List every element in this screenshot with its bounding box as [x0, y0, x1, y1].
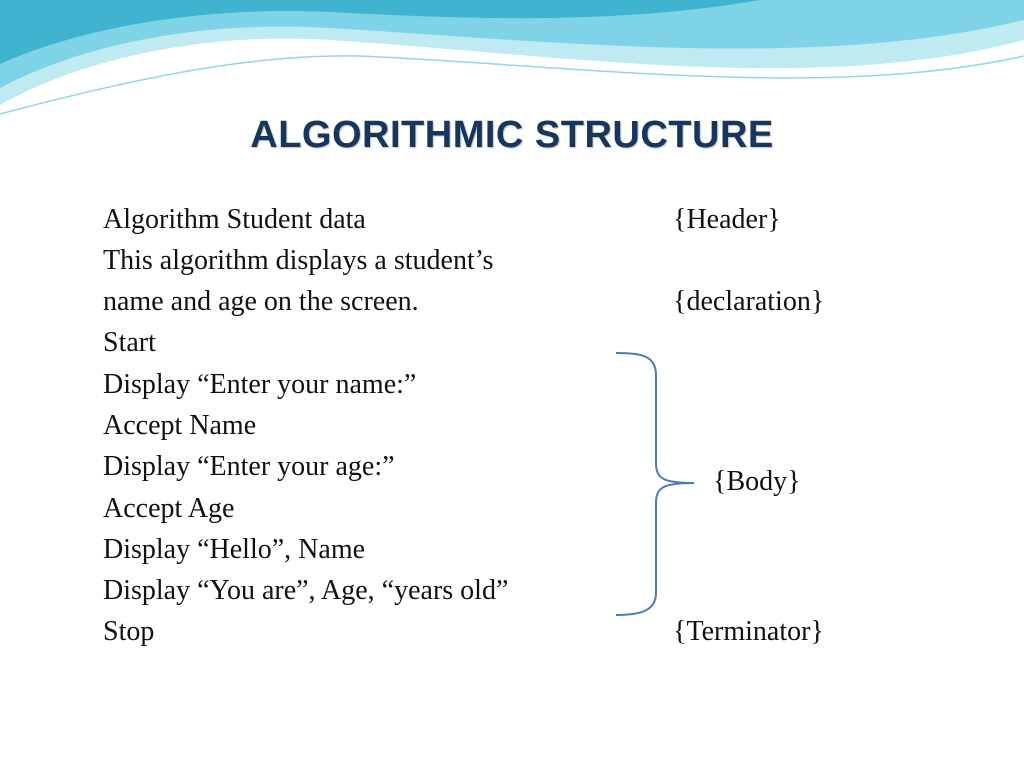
algorithm-line-display-name-prompt: Display “Enter your name:”: [103, 369, 417, 400]
body-curly-brace: [610, 345, 710, 625]
algorithm-line-display-age-prompt: Display “Enter your age:”: [103, 451, 395, 482]
algorithm-line-accept-age: Accept Age: [103, 493, 235, 524]
algorithm-line-description-1: This algorithm displays a student’s: [103, 245, 494, 276]
algorithm-line-accept-name: Accept Name: [103, 410, 257, 441]
algorithm-line-header: Algorithm Student data: [103, 204, 366, 235]
slide-title: ALGORITHMIC STRUCTURE: [250, 114, 774, 156]
label-terminator: {Terminator}: [673, 616, 824, 647]
label-header: {Header}: [673, 204, 781, 235]
label-body: {Body}: [713, 466, 801, 497]
label-declaration: {declaration}: [673, 286, 825, 317]
algorithm-line-description-2: name and age on the screen.: [103, 286, 419, 317]
decorative-wave-header: [0, 0, 1024, 130]
algorithm-line-display-age: Display “You are”, Age, “years old”: [103, 575, 509, 606]
algorithm-line-start: Start: [103, 327, 156, 358]
algorithm-line-stop: Stop: [103, 616, 155, 647]
algorithm-line-display-hello: Display “Hello”, Name: [103, 534, 366, 565]
